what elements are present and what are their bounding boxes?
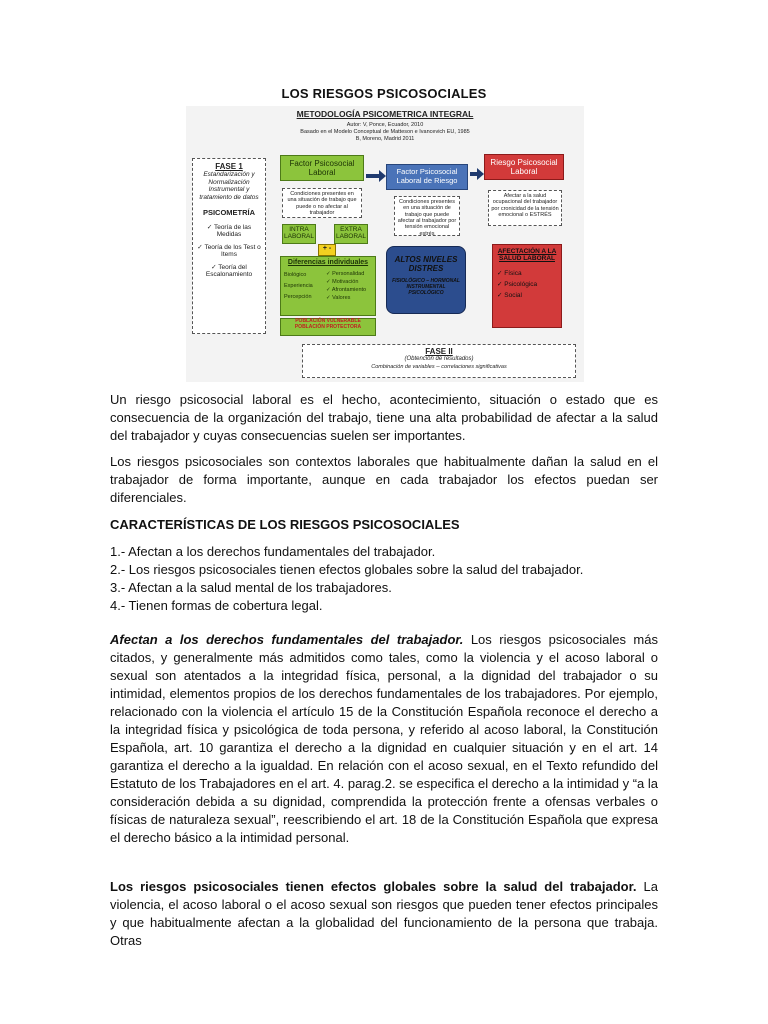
credit-line: Autor: V, Ponce, Ecuador, 2010: [346, 122, 424, 128]
fase1-title: FASE 1: [215, 162, 243, 171]
list-item: 3.- Afectan a la salud mental de los trabajadores.: [110, 580, 392, 595]
diferencias-box: [280, 256, 376, 316]
page-title: LOS RIESGOS PSICOSOCIALES: [281, 86, 487, 101]
altos-niveles-sub: FISIOLÓGICO – HORMONAL INSTRUMENTAL PSICOLÓGICO: [392, 278, 460, 296]
paragraph-body: Los riesgos psicosociales más citados, y generalmente más admitidos como tales, como la violencia y el acoso laboral o sexual son atentados a la integridad física, personal, a la dignidad del trabajador o su intimidad, elementos propios de los derechos fundamentales de los trabajadores. Por ejemplo, relacionado con la violencia el artículo 15 de la Constitución Española reconoce el derecho a la integridad física y psicológica de toda persona, y referido al acoso laboral, la Constitución Española, art. 10 garantiza el derecho a la dignidad en cualquier situación y en el art. 14 garantiza el derecho a la igualdad. En relación con el acoso sexual, en el Texto refundido del Estatuto de los Trabajadores en el art. 4. parag.2. se especifica el derecho a la intimidad y “a la consideración debida a su dignidad, comprendida la protección frente a ofensas verbales o físicas de naturaleza sexual”, reescribiendo el art. 18 de la Constitución Española que expresa el derecho básico a la intimidad personal.: [110, 632, 658, 845]
credit-line: B, Moreno, Madrid 2011: [355, 135, 415, 142]
altos-niveles-box: [386, 246, 466, 314]
poblacion-box: [280, 318, 376, 336]
intra-laboral-box: INTRA LABORAL: [282, 224, 316, 244]
fase2-subtitle: (Obtención de resultados): [404, 356, 474, 363]
diferencias-title: Diferencias individuales: [287, 259, 369, 266]
poblacion-protectora: POBLACIÓN PROTECTORA: [294, 323, 362, 330]
afectacion-item: ✓ Social: [497, 291, 522, 299]
list-item: 1.- Afectan a los derechos fundamentales del trabajador.: [110, 544, 436, 559]
diferencia-item: ✓ Afrontamiento: [326, 287, 367, 294]
fase1-section: PSICOMETRÍA: [202, 208, 256, 218]
plus-minus-badge: + -: [318, 244, 336, 256]
list-item: 4.- Tienen formas de cobertura legal.: [110, 598, 323, 613]
condition-box: Condiciones presentes en una situación de trabajo que puede o no afectar al trabajador: [282, 188, 362, 218]
credit-line: Basado en el Modelo Conceptual de Matteson e Ivancevich EU, 1985: [300, 128, 470, 135]
altos-niveles-title: ALTOS NIVELES DISTRES: [394, 255, 458, 274]
diferencia-item: Experiencia: [284, 283, 313, 290]
fase1-item: ✓ Teoría de las Medidas: [206, 223, 252, 239]
afectacion-item: ✓ Psicológica: [497, 280, 538, 288]
paragraph-lead: Afectan a los derechos fundamentales del trabajador.: [110, 632, 464, 647]
diagram-heading: METODOLOGÍA PSICOMETRICA INTEGRAL: [296, 109, 474, 119]
extra-laboral-box: EXTRA LABORAL: [334, 224, 368, 244]
diferencia-item: Percepción: [284, 294, 312, 301]
diferencia-item: ✓ Valores: [326, 295, 351, 302]
list-item: 2.- Los riesgos psicosociales tienen efectos globales sobre la salud del trabajador.: [110, 562, 584, 577]
paragraph: [110, 878, 658, 950]
paragraph-body: La violencia, el acoso laboral o el acoso sexual son riesgos que pueden tener efectos principales y que habitualmente afectan a la globalidad del funcionamiento de la persona que trabaja. Otras: [110, 879, 658, 948]
fase1-item: ✓ Teoría de los Test o Items: [197, 243, 261, 259]
condition-box: Condiciones presentes en una situación de trabajo que puede afectar al trabajador por tensión emocional estrés: [394, 196, 460, 236]
arrow-icon: [366, 174, 380, 178]
poblacion-vulnerable: POBLACIÓN VULNERABLE: [295, 318, 361, 324]
diagram-credit: [186, 122, 584, 143]
arrow-icon: [470, 172, 478, 176]
afectacion-box: [492, 244, 562, 328]
diferencia-item: Biológico: [284, 272, 307, 279]
factor-riesgo-box: Factor Psicosocial Laboral de Riesgo: [386, 164, 468, 190]
afectacion-title: AFECTACIÓN A LA SALUD LABORAL: [497, 248, 557, 263]
diferencia-item: ✓ Personalidad: [326, 271, 365, 278]
riesgo-laboral-box: Riesgo Psicosocial Laboral: [484, 154, 564, 180]
fase1-item: ✓ Teoría del Escalonamiento: [205, 263, 253, 279]
fase1-box: [192, 158, 266, 334]
paragraph: Un riesgo psicosocial laboral es el hecho, acontecimiento, situación o estado que es consecuencia de la organización del trabajo, tiene una alta probabilidad de afectar a la salud del trabajador y cuyas consecuencias suelen ser importantes.: [110, 392, 658, 443]
fase2-box: [302, 344, 576, 378]
afectacion-item: ✓ Física: [497, 269, 522, 277]
factor-laboral-box: Factor Psicosocial Laboral: [280, 155, 364, 181]
paragraph: [110, 631, 658, 847]
paragraph-lead: Los riesgos psicosociales tienen efectos globales sobre la salud del trabajador.: [110, 879, 637, 894]
fase1-subtitle: Estandarización y Normalización Instrumental y tratamiento de datos: [199, 171, 259, 201]
paragraph: Los riesgos psicosociales son contextos laborales que habitualmente dañan la salud en el trabajador de forma importante, aunque en cada trabajador los efectos puedan ser diferenciales.: [110, 454, 658, 505]
diferencia-item: ✓ Motivación: [326, 279, 359, 286]
fase2-note: Combinación de variables -- correlaciones significativas: [371, 364, 507, 371]
fase2-title: FASE II: [425, 347, 453, 356]
methodology-diagram: [186, 106, 584, 382]
section-heading: CARACTERÍSTICAS DE LOS RIESGOS PSICOSOCIALES: [110, 517, 460, 532]
condition-box: Afectar a la salud ocupacional del trabajador por cronicidad de la tensión emocional o ESTRÉS: [488, 190, 562, 226]
characteristics-list: [110, 543, 658, 615]
